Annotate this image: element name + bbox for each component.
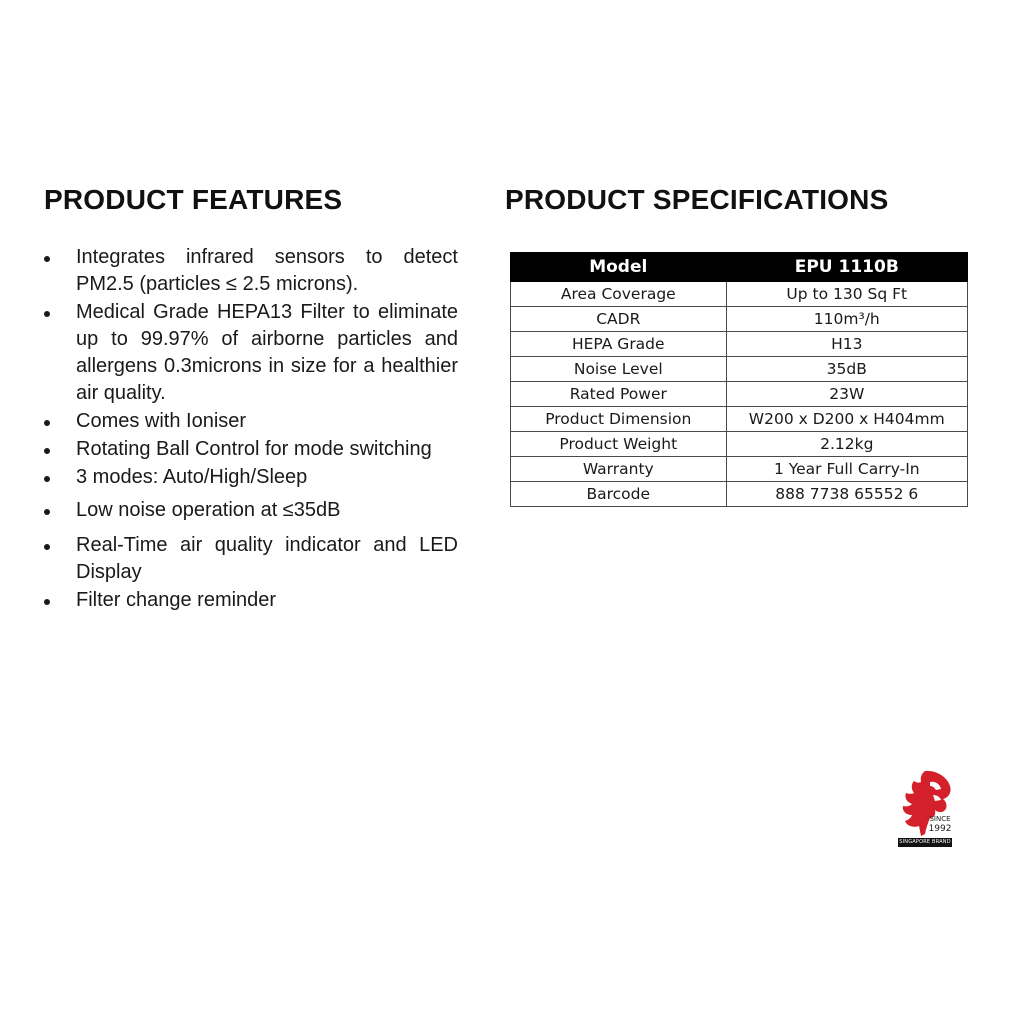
spec-label: Area Coverage [511,282,727,307]
specs-table [510,252,968,507]
feature-item [44,497,458,524]
table-row [511,332,968,357]
bullet-icon [44,476,50,482]
specs-header-row [511,253,968,282]
logo-year-label: 1992 [928,824,952,834]
bullet-icon [44,599,50,605]
table-row [511,457,968,482]
feature-item [44,532,458,586]
spec-label: Product Weight [511,432,727,457]
features-list [44,244,458,615]
spec-value: 110m³/h [726,307,967,332]
spec-value: W200 x D200 x H404mm [726,407,967,432]
spec-value: 1 Year Full Carry-In [726,457,967,482]
bullet-icon [44,509,50,515]
spec-value: 35dB [726,357,967,382]
spec-value: 2.12kg [726,432,967,457]
feature-text: 3 modes: Auto/High/Sleep [76,466,308,488]
feature-text: Integrates infrared sensors to detect PM2.5 (particles ≤ 2.5 microns). [76,246,458,295]
spec-label: Rated Power [511,382,727,407]
table-row [511,432,968,457]
table-row [511,282,968,307]
features-title: PRODUCT FEATURES [44,184,343,215]
table-row [511,482,968,507]
feature-text: Low noise operation at ≤35dB [76,499,341,521]
spec-label: Product Dimension [511,407,727,432]
spec-value: Up to 130 Sq Ft [726,282,967,307]
feature-item [44,587,458,614]
spec-label: Noise Level [511,357,727,382]
feature-text: Rotating Ball Control for mode switching [76,438,432,460]
feature-text: Filter change reminder [76,589,277,611]
specs-title: PRODUCT SPECIFICATIONS [505,184,889,215]
table-row [511,382,968,407]
bullet-icon [44,448,50,454]
spec-value: H13 [726,332,967,357]
feature-item [44,299,458,407]
specs-header-label: Model [511,253,727,282]
spec-label: Barcode [511,482,727,507]
table-row [511,357,968,382]
bullet-icon [44,256,50,262]
table-row [511,407,968,432]
feature-text: Medical Grade HEPA13 Filter to eliminate up to 99.97% of airborne particles and allergens 0.3microns in size for a healthier air quality. [76,301,458,404]
bullet-icon [44,544,50,550]
bullet-icon [44,311,50,317]
spec-label: HEPA Grade [511,332,727,357]
spec-value: 23W [726,382,967,407]
logo-tagline: SINGAPORE BRAND [899,839,951,845]
bullet-icon [44,420,50,426]
feature-text: Comes with Ioniser [76,410,247,432]
feature-item [44,464,458,491]
spec-value: 888 7738 65552 6 [726,482,967,507]
spec-label: Warranty [511,457,727,482]
feature-item [44,408,458,435]
feature-item [44,436,458,463]
feature-item [44,244,458,298]
spec-label: CADR [511,307,727,332]
table-row [511,307,968,332]
logo-since-label: SINCE [929,815,951,823]
specs-header-value: EPU 1110B [726,253,967,282]
feature-text: Real-Time air quality indicator and LED Display [76,534,458,583]
